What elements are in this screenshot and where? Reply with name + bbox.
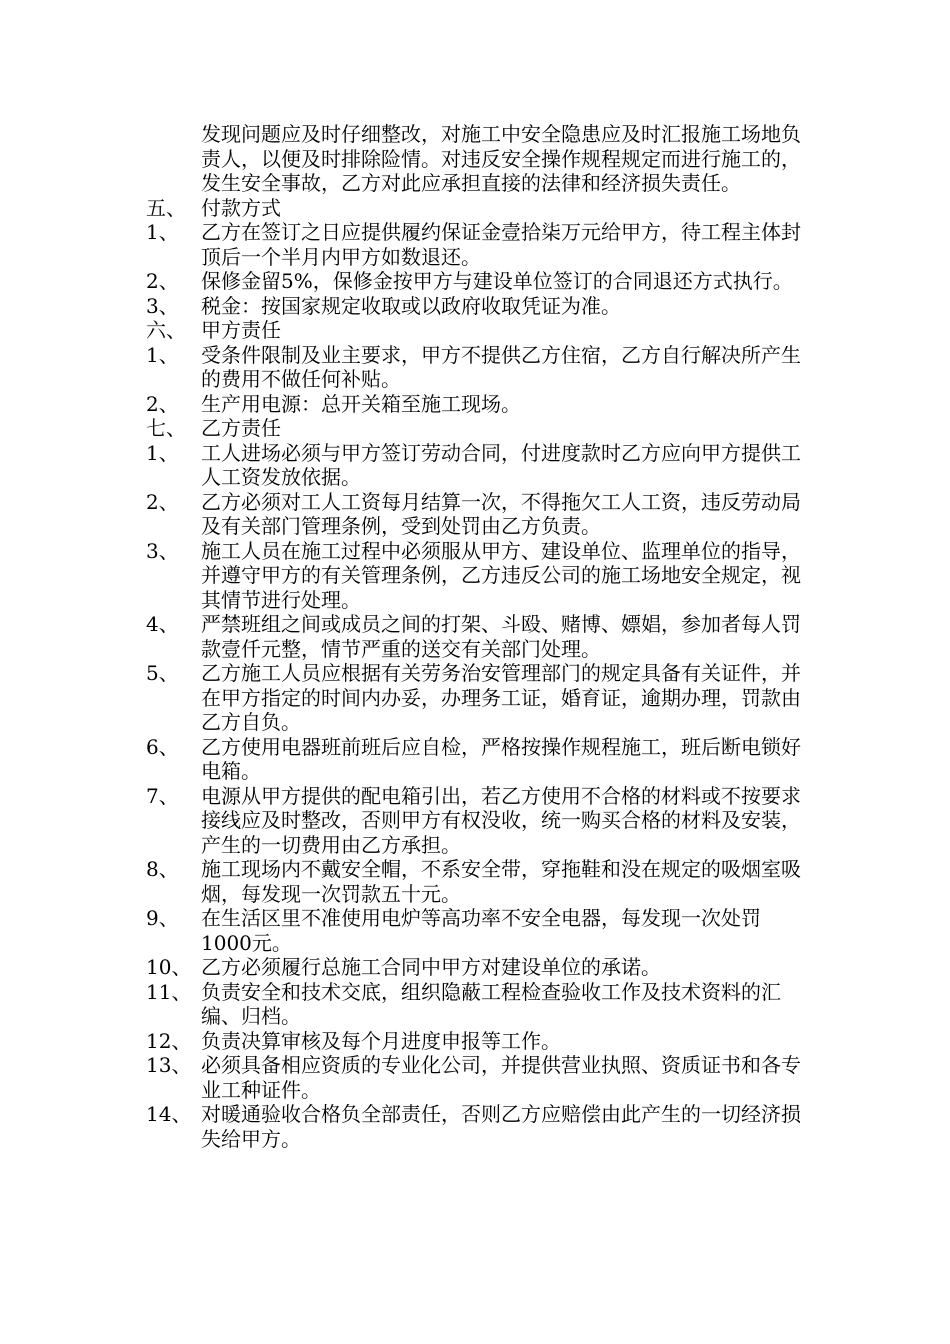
contract-body bbox=[146, 122, 810, 1151]
item-text: 电源从甲方提供的配电箱引出，若乙方使用不合格的材料或不按要求接线应及时整改，否则甲方有权没收，统一购买合格的材料及安装，产生的一切费用由乙方承担。 bbox=[201, 783, 801, 857]
item-text: 工人进场必须与甲方签订劳动合同，付进度款时乙方应向甲方提供工人工资发放依据。 bbox=[201, 440, 801, 489]
list-item bbox=[146, 735, 810, 784]
list-item bbox=[146, 539, 810, 613]
list-item bbox=[146, 612, 810, 661]
item-text: 在生活区里不准使用电炉等高功率不安全电器，每发现一次处罚1000元。 bbox=[201, 906, 761, 955]
item-text: 乙方在签订之日应提供履约保证金壹拾柒万元给甲方，待工程主体封顶后一个半月内甲方如数退还。 bbox=[201, 220, 801, 269]
list-item bbox=[146, 1053, 810, 1102]
item-number: 12、 bbox=[146, 1028, 192, 1053]
section-number: 五、 bbox=[146, 195, 186, 220]
list-item bbox=[146, 661, 810, 735]
item-number: 11、 bbox=[146, 979, 192, 1004]
item-text: 乙方施工人员应根据有关劳务治安管理部门的规定具备有关证件，并在甲方指定的时间内办妥，办理务工证，婚育证，逾期办理，罚款由乙方自负。 bbox=[201, 661, 801, 734]
item-number: 5、 bbox=[146, 661, 179, 685]
item-number: 3、 bbox=[146, 293, 179, 318]
list-item bbox=[146, 392, 810, 417]
list-item bbox=[146, 294, 810, 319]
section-heading-payment bbox=[146, 196, 810, 221]
list-item bbox=[146, 269, 810, 294]
item-text: 对暖通验收合格负全部责任，否则乙方应赔偿由此产生的一切经济损失给甲方。 bbox=[201, 1102, 801, 1151]
item-text: 生产用电源：总开关箱至施工现场。 bbox=[201, 391, 521, 416]
section-title: 付款方式 bbox=[201, 195, 281, 220]
list-item bbox=[146, 441, 810, 490]
item-number: 13、 bbox=[146, 1053, 192, 1077]
list-item bbox=[146, 857, 810, 906]
list-item bbox=[146, 1102, 810, 1151]
item-text: 严禁班组之间或成员之间的打架、斗殴、赌博、嫖娼，参加者每人罚款壹仟元整，情节严重的送交有关部门处理。 bbox=[201, 612, 801, 661]
item-text: 负责决算审核及每个月进度申报等工作。 bbox=[201, 1028, 561, 1053]
list-item bbox=[146, 490, 810, 539]
list-item bbox=[146, 955, 810, 980]
section-heading-party-b bbox=[146, 416, 810, 441]
item-number: 1、 bbox=[146, 440, 179, 465]
list-item bbox=[146, 784, 810, 858]
list-item bbox=[146, 906, 810, 955]
item-text: 施工人员在施工过程中必须服从甲方、建设单位、监理单位的指导，并遵守甲方的有关管理条例，乙方违反公司的施工场地安全规定，视其情节进行处理。 bbox=[201, 538, 801, 612]
item-number: 1、 bbox=[146, 220, 179, 244]
item-text: 施工现场内不戴安全帽，不系安全带，穿拖鞋和没在规定的吸烟室吸烟，每发现一次罚款五十元。 bbox=[201, 857, 801, 906]
item-number: 8、 bbox=[146, 857, 179, 881]
item-number: 14、 bbox=[146, 1102, 192, 1126]
item-text: 税金：按国家规定收取或以政府收取凭证为准。 bbox=[201, 293, 621, 318]
item-number: 2、 bbox=[146, 489, 179, 514]
item-text: 受条件限制及业主要求，甲方不提供乙方住宿，乙方自行解决所产生的费用不做任何补贴。 bbox=[201, 342, 801, 391]
item-text: 必须具备相应资质的专业化公司，并提供营业执照、资质证书和各专业工种证件。 bbox=[201, 1053, 801, 1102]
item-number: 7、 bbox=[146, 783, 179, 808]
item-text: 乙方必须履行总施工合同中甲方对建设单位的承诺。 bbox=[201, 955, 661, 979]
item-number: 9、 bbox=[146, 906, 179, 930]
item-number: 4、 bbox=[146, 612, 179, 636]
item-text: 保修金留5%，保修金按甲方与建设单位签订的合同退还方式执行。 bbox=[201, 269, 793, 293]
list-item bbox=[146, 343, 810, 392]
item-text: 乙方必须对工人工资每月结算一次，不得拖欠工人工资，违反劳动局及有关部门管理条例，受到处罚由乙方负责。 bbox=[201, 489, 801, 538]
item-number: 3、 bbox=[146, 538, 179, 563]
item-number: 2、 bbox=[146, 391, 179, 416]
section-number: 七、 bbox=[146, 416, 186, 440]
item-number: 10、 bbox=[146, 955, 192, 979]
intro-paragraph: 发现问题应及时仔细整改，对施工中安全隐患应及时汇报施工场地负责人，以便及时排除险情。对违反安全操作规程规定而进行施工的，发生安全事故，乙方对此应承担直接的法律和经济损失责任。 bbox=[201, 122, 801, 195]
list-item bbox=[146, 980, 810, 1029]
section-number: 六、 bbox=[146, 318, 186, 342]
section-heading-party-a bbox=[146, 318, 810, 343]
list-item bbox=[146, 220, 810, 269]
section-title: 乙方责任 bbox=[201, 416, 281, 440]
list-item bbox=[146, 1029, 810, 1054]
item-number: 2、 bbox=[146, 269, 179, 293]
item-text: 乙方使用电器班前班后应自检，严格按操作规程施工，班后断电锁好电箱。 bbox=[201, 734, 801, 783]
item-text: 负责安全和技术交底，组织隐蔽工程检查验收工作及技术资料的汇编、归档。 bbox=[201, 979, 781, 1028]
item-number: 1、 bbox=[146, 342, 179, 367]
section-title: 甲方责任 bbox=[201, 318, 281, 342]
item-number: 6、 bbox=[146, 734, 179, 759]
